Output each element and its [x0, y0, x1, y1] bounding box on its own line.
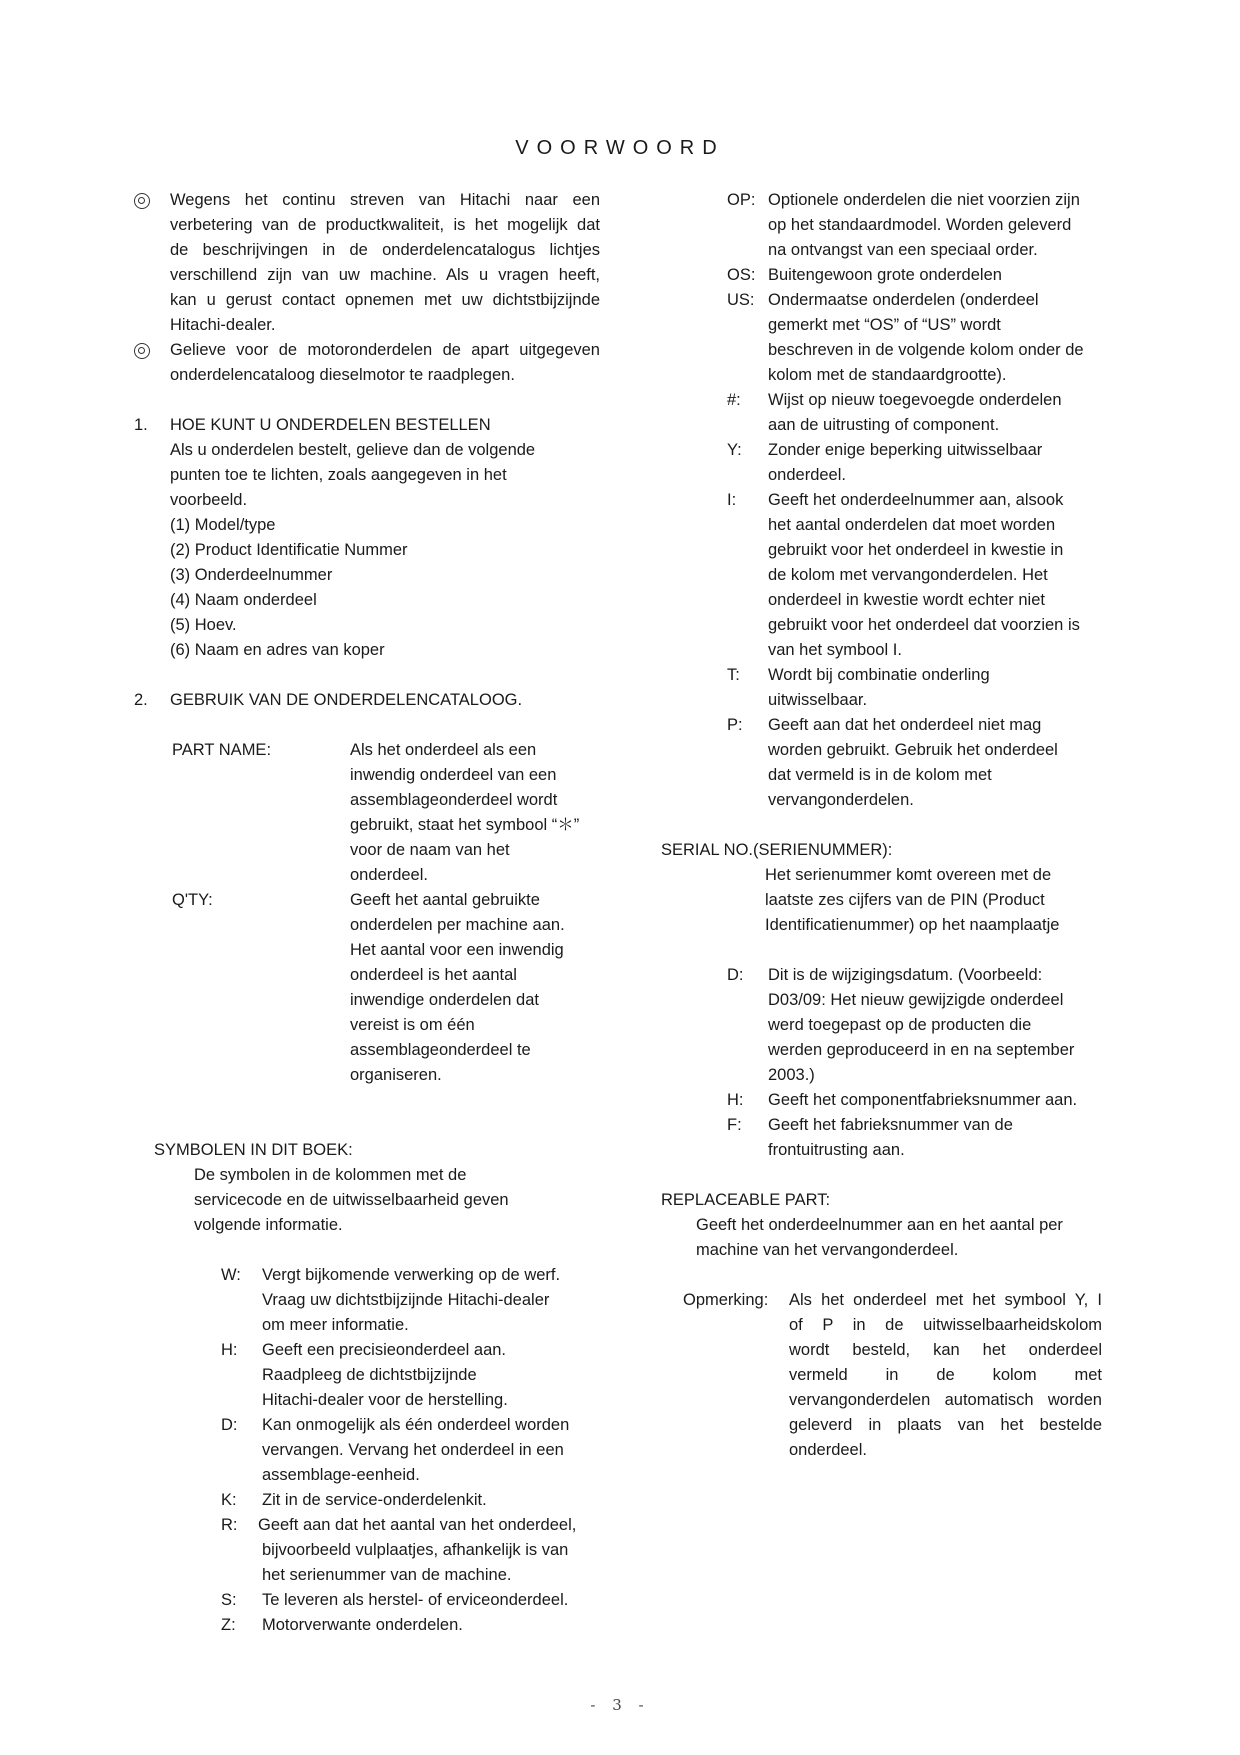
symbols-intro: De symbolen in de kolommen met de servicecode en de uitwisselbaarheid geven volgende informatie.	[194, 1166, 509, 1234]
list-item: (1) Model/type	[170, 516, 276, 534]
remark-text: Als het onderdeel met het symbool Y, I of P in de uitwisselbaarheidskolom wordt besteld, kan het onderdeel vermeld in de kolom met vervangonderdelen automatisch worden geleverd in plaats van het bestelde onderdeel.	[789, 1291, 1102, 1459]
def-text-qty: Geeft het aantal gebruikte onderdelen per machine aan. Het aantal voor een inwendig onderdeel is het aantal inwendige onderdelen dat vereist is om één assemblageonderdeel te organiseren.	[350, 891, 565, 1084]
symbol-code: D:	[221, 1416, 238, 1434]
section-1: HOE KUNT U ONDERDELEN BESTELLEN Als u onderdelen bestelt, gelieve dan de volgende punten toe te lichten, zoals aangegeven in het voorbeeld. (1) Model/type (2) Product Identificatie Nummer (3) Onderdeelnummer (4) Naam onderdeel (5) Hoev. (6) Naam en adres van koper	[170, 413, 535, 663]
code-desc: Ondermaatse onderdelen (onderdeel gemerkt met “OS” of “US” wordt beschreven in de volgende kolom onder de kolom met de standaardgrootte).	[768, 291, 1084, 384]
replaceable-heading: REPLACEABLE PART:	[661, 1191, 831, 1209]
code-desc: Zonder enige beperking uitwisselbaar onderdeel.	[768, 441, 1043, 484]
page-number: - 3 -	[590, 1696, 650, 1714]
symbols-heading: SYMBOLEN IN DIT BOEK:	[154, 1141, 353, 1159]
double-circle-icon	[134, 343, 150, 359]
code-label: OP:	[727, 191, 756, 209]
code-label: I:	[727, 491, 737, 509]
code-desc: Geeft het onderdeelnummer aan, alsook het aantal onderdelen dat moet worden gebruikt voor het onderdeel in kwestie in de kolom met vervangonderdelen. Het onderdeel in kwestie wordt echter niet gebruikt voor het onderdeel dat voorzien is van het symbool I.	[768, 491, 1080, 659]
symbol-desc: Motorverwante onderdelen.	[262, 1616, 463, 1634]
list-item: (5) Hoev.	[170, 616, 237, 634]
def-term-qty: Q'TY:	[172, 891, 213, 909]
serial-heading: SERIAL NO.(SERIENUMMER):	[661, 841, 893, 859]
replaceable-text: Geeft het onderdeelnummer aan en het aantal per machine van het vervangonderdeel.	[696, 1216, 1063, 1259]
code-desc: Dit is de wijzigingsdatum. (Voorbeeld: D03/09: Het nieuw gewijzigde onderdeel werd toegepast op de producten die werden geproduceerd in en na september 2003.)	[768, 966, 1075, 1084]
code-label: T:	[727, 666, 740, 684]
symbol-code: W:	[221, 1266, 241, 1284]
code-label: US:	[727, 291, 755, 309]
list-item: (2) Product Identificatie Nummer	[170, 541, 408, 559]
section-2-number: 2.	[134, 691, 148, 709]
list-item: (6) Naam en adres van koper	[170, 641, 385, 659]
code-label: D:	[727, 966, 744, 984]
code-label: F:	[727, 1116, 742, 1134]
symbol-desc: Te leveren als herstel- of erviceonderdeel.	[262, 1591, 569, 1609]
symbol-desc: Vergt bijkomende verwerking op de werf. Vraag uw dichtstbijzijnde Hitachi-dealer om meer informatie.	[262, 1266, 561, 1334]
code-label: P:	[727, 716, 743, 734]
code-label: OS:	[727, 266, 756, 284]
def-term-part-name: PART NAME:	[172, 741, 272, 759]
section-1-heading: HOE KUNT U ONDERDELEN BESTELLEN	[170, 416, 491, 434]
symbol-desc: Geeft een precisieonderdeel aan. Raadpleeg de dichtstbijzijnde Hitachi-dealer voor de herstelling.	[262, 1341, 508, 1409]
code-desc: Wijst op nieuw toegevoegde onderdelen aan de uitrusting of component.	[768, 391, 1062, 434]
symbol-desc: Zit in de service-onderdelenkit.	[262, 1491, 487, 1509]
section-1-number: 1.	[134, 416, 148, 434]
intro-paragraph-2: Gelieve voor de motoronderdelen de apart uitgegeven onderdelencataloog dieselmotor te raadplegen.	[170, 341, 600, 384]
code-desc: Geeft het fabrieksnummer van de frontuitrusting aan.	[768, 1116, 1013, 1159]
symbol-desc: Kan onmogelijk als één onderdeel worden vervangen. Vervang het onderdeel in een assemblage-eenheid.	[262, 1416, 570, 1484]
code-desc: Geeft aan dat het onderdeel niet mag worden gebruikt. Gebruik het onderdeel dat vermeld is in de kolom met vervangonderdelen.	[768, 716, 1058, 809]
code-desc: Optionele onderdelen die niet voorzien zijn op het standaardmodel. Worden geleverd na ontvangst van een speciaal order.	[768, 191, 1080, 259]
symbol-code: R:	[221, 1516, 238, 1534]
intro-paragraph-1: Wegens het continu streven van Hitachi naar een verbetering van de productkwaliteit, is het mogelijk dat de beschrijvingen in de onderdelencatalogus lichtjes verschillend zijn van uw machine. Als u vragen heeft, kan u gerust contact opnemen met uw dichtstbijzijnde Hitachi-dealer.	[170, 191, 600, 334]
serial-text: Het serienummer komt overeen met de laatste zes cijfers van de PIN (Product Identificatienummer) op het naamplaatje	[765, 866, 1060, 934]
remark-label: Opmerking:	[683, 1291, 769, 1309]
symbol-desc: Geeft aan dat het aantal van het onderdeel, bijvoorbeeld vulplaatjes, afhankelijk is van het serienummer van de machine.	[258, 1516, 577, 1584]
double-circle-icon	[134, 193, 150, 209]
symbol-code: K:	[221, 1491, 237, 1509]
page-title: VOORWOORD	[515, 137, 725, 159]
code-desc: Buitengewoon grote onderdelen	[768, 266, 1002, 284]
symbol-code: S:	[221, 1591, 237, 1609]
code-desc: Wordt bij combinatie onderling uitwisselbaar.	[768, 666, 990, 709]
list-item: (3) Onderdeelnummer	[170, 566, 333, 584]
code-label: H:	[727, 1091, 744, 1109]
code-label: #:	[727, 391, 741, 409]
symbol-code: Z:	[221, 1616, 236, 1634]
section-2-heading: GEBRUIK VAN DE ONDERDELENCATALOOG.	[170, 691, 523, 709]
list-item: (4) Naam onderdeel	[170, 591, 317, 609]
def-text-part-name: Als het onderdeel als een inwendig onderdeel van een assemblageonderdeel wordt gebruikt, staat het symbool “＊” voor de naam van het onderdeel.	[350, 741, 580, 884]
code-desc: Geeft het componentfabrieksnummer aan.	[768, 1091, 1078, 1109]
code-label: Y:	[727, 441, 742, 459]
symbol-code: H:	[221, 1341, 238, 1359]
